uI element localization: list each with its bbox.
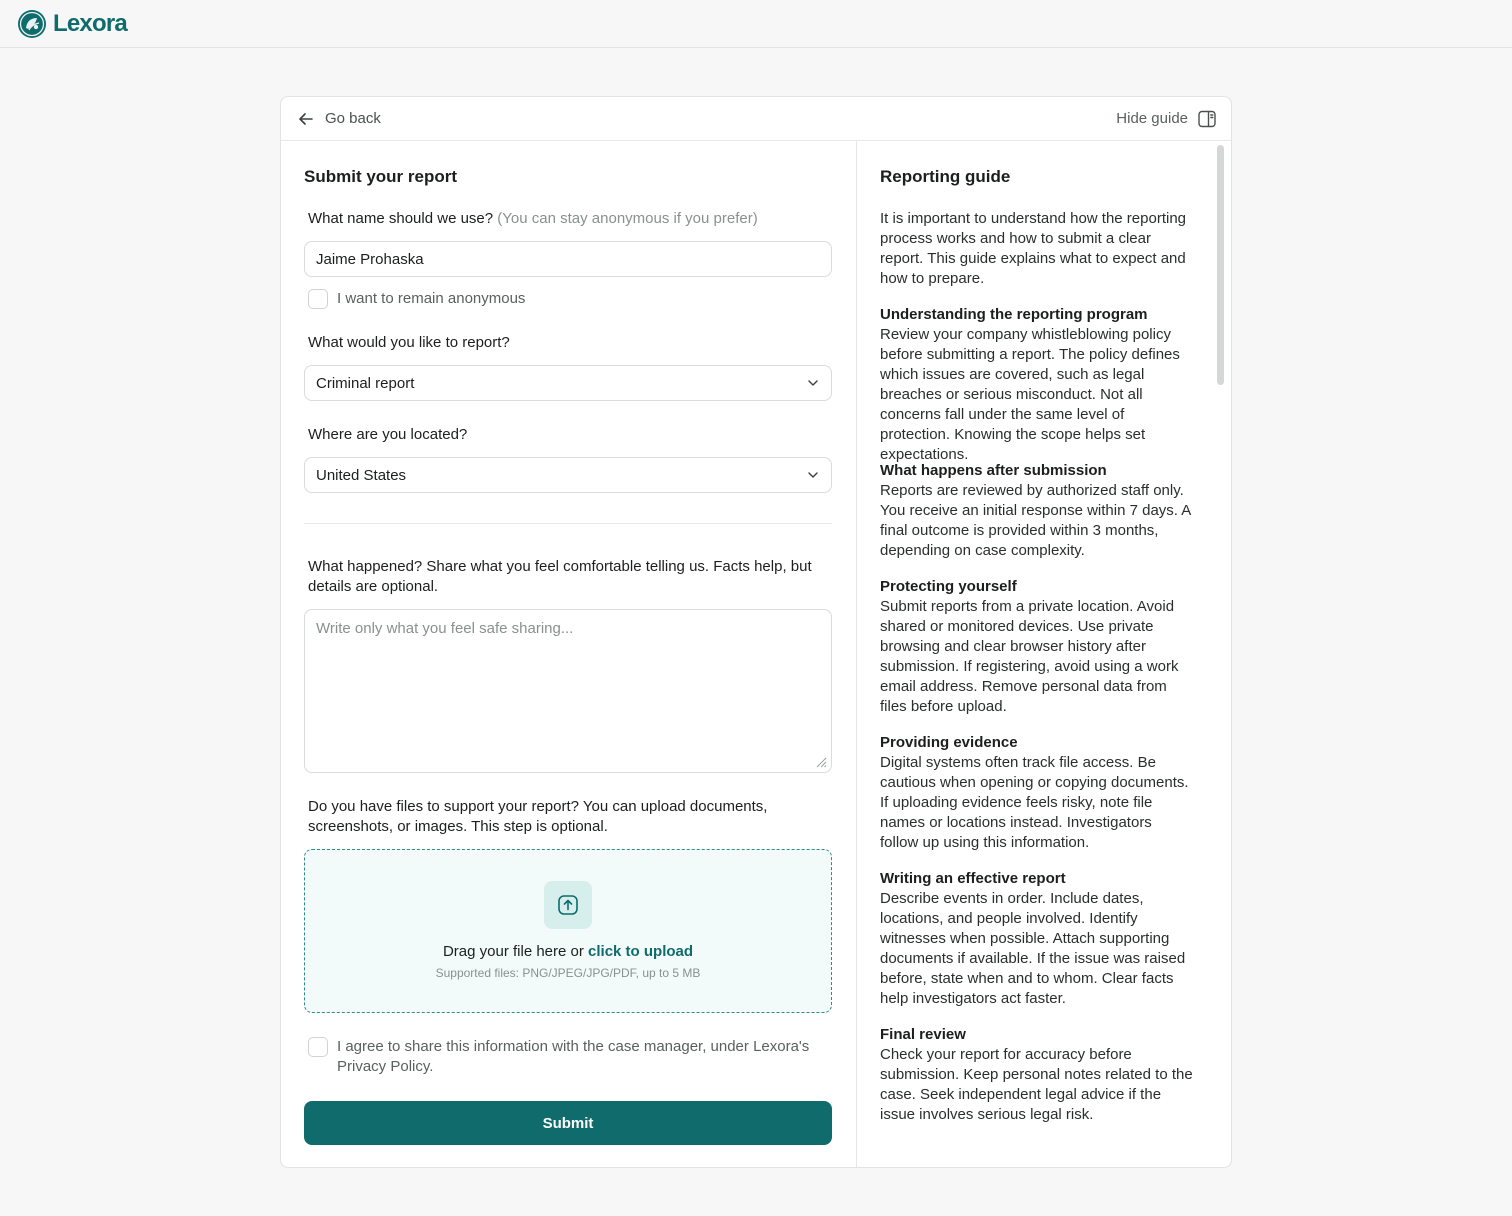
files-label: Do you have files to support your report? You can upload documents, screenshots, or images. This step is optional. [308,798,768,835]
location-select[interactable] [304,457,832,493]
reporting-guide [857,141,1231,1168]
location-label: Where are you located? [308,426,468,443]
file-dropzone[interactable] [304,849,832,1013]
submit-button[interactable]: Submit [304,1101,832,1145]
guide-section [880,305,1194,465]
report-type-label: What would you like to report? [308,334,510,351]
guide-section-title: Understanding the reporting program [880,306,1148,323]
guide-section-body: Describe events in order. Include dates, locations, and people involved. Identify witnesses when possible. Attach supporting documents if available. If the issue was raised before, state when and to whom. Clear facts help investigators act faster. [880,890,1186,1007]
guide-section-body: Submit reports from a private location. Avoid shared or monitored devices. Use private browsing and clear browser history after submission. If registering, avoid using a work email address. Remove personal data from files before upload. [880,598,1179,715]
guide-scrollbar[interactable] [1217,145,1224,385]
upload-icon-box [544,881,592,929]
form-title: Submit your report [304,167,458,186]
what-happened-placeholder: Write only what you feel safe sharing... [316,620,574,637]
guide-section-title: What happens after submission [880,462,1107,479]
guide-section [880,733,1194,853]
top-bar [0,0,1512,48]
guide-section [880,1025,1194,1125]
name-label-text: What name should we use? [308,210,494,227]
guide-section-title: Providing evidence [880,734,1018,751]
what-happened-label: What happened? Share what you feel comfortable telling us. Facts help, but details are optional. [308,558,812,595]
agree-row [304,1037,824,1077]
location-value: United States [316,466,407,484]
lexora-logo-icon [17,9,47,39]
click-to-upload-link[interactable]: click to upload [588,943,694,960]
form-divider [304,523,832,524]
guide-section [880,577,1194,717]
guide-section [880,869,1194,1009]
go-back-button[interactable] [297,110,381,128]
upload-icon [557,894,579,916]
drop-text-main: Drag your file here or [442,943,584,960]
report-type-select[interactable] [304,365,832,401]
report-card [280,96,1232,1168]
card-body [281,141,1231,1168]
guide-section-title: Final review [880,1026,966,1043]
hide-guide-button[interactable] [1116,109,1217,129]
guide-section [880,461,1194,561]
guide-section-body: Review your company whistleblowing policy before submitting a report. The policy defines which issues are covered, such as legal breaches or serious misconduct. Not all concerns fall under the same level of protection. Knowing the scope helps set expectations. [880,326,1180,463]
name-label [304,209,758,229]
guide-section-body: Reports are reviewed by authorized staff only. You receive an initial response within 7 days. A final outcome is provided within 3 months, depending on case complexity. [880,482,1191,559]
guide-section-body: Check your report for accuracy before submission. Keep personal notes related to the case. Seek independent legal advice if the issue involves serious legal risk. [880,1046,1193,1123]
agree-label: I agree to share this information with the case manager, under Lexora's Privacy Policy. [337,1038,810,1075]
guide-title: Reporting guide [880,167,1011,186]
card-header [281,97,1231,141]
drop-text [443,943,693,960]
arrow-left-icon [297,110,315,128]
agree-checkbox[interactable] [308,1037,328,1057]
logo-text: Lexora [53,9,127,37]
guide-intro: It is important to understand how the reporting process works and how to submit a clear report. This guide explains what to expect and how to prepare. [880,210,1187,287]
supported-files-text: Supported files: PNG/JPEG/JPG/PDF, up to 5 MB [435,966,701,980]
anonymous-row [304,289,525,309]
anonymous-checkbox[interactable] [308,289,328,309]
hide-guide-label: Hide guide [1116,110,1188,127]
report-form [281,141,857,1168]
chevron-down-icon [806,376,820,390]
report-type-value: Criminal report [316,374,415,392]
chevron-down-icon [806,468,820,482]
guide-section-body: Digital systems often track file access. Be cautious when opening or copying documents. If uploading evidence feels risky, note file names or locations instead. Investigators follow up using this information. [880,754,1189,851]
panel-toggle-icon [1197,109,1217,129]
logo[interactable] [17,9,127,39]
name-input[interactable]: Jaime Prohaska [304,241,832,277]
anonymous-label: I want to remain anonymous [337,290,526,307]
resize-handle-icon[interactable] [815,756,827,768]
guide-section-title: Protecting yourself [880,578,1017,595]
go-back-label: Go back [325,110,381,127]
what-happened-textarea[interactable] [304,609,832,773]
name-hint: (You can stay anonymous if you prefer) [497,210,758,227]
guide-section-title: Writing an effective report [880,870,1066,887]
